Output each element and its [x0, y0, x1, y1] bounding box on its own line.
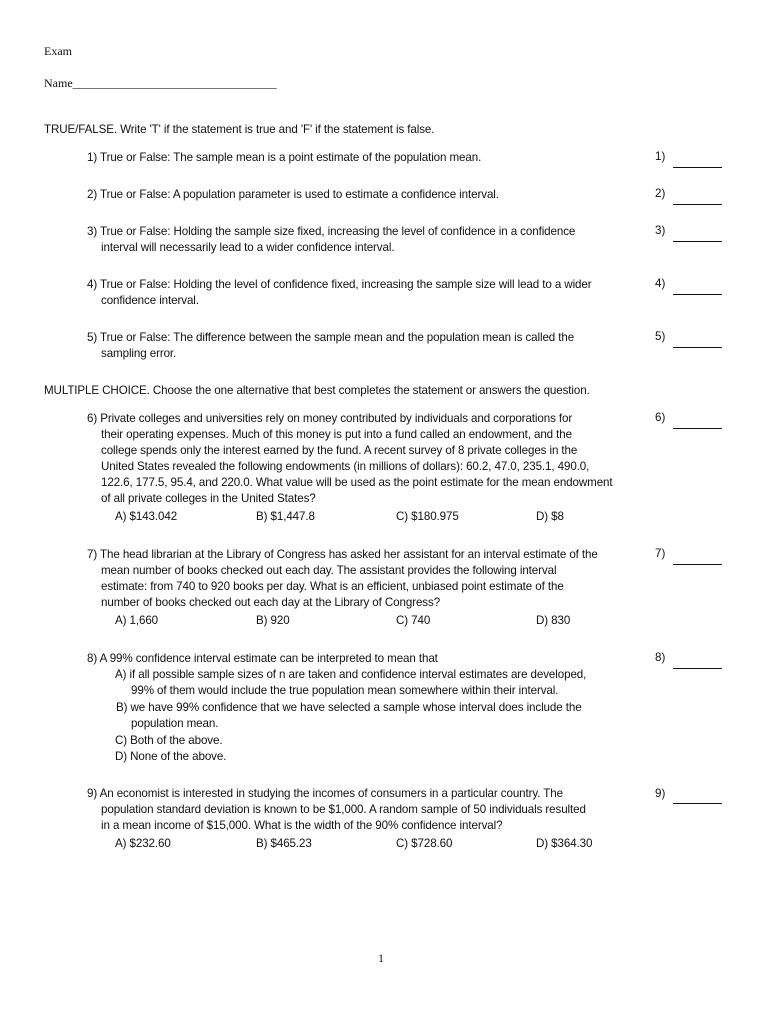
answer-blank-3[interactable]: [673, 241, 722, 242]
answer-number-7: 7): [655, 547, 666, 560]
question-4-line-2: confidence interval.: [101, 294, 199, 307]
multiple-choice-instructions: MULTIPLE CHOICE. Choose the one alternative that best completes the statement or answers the question.: [44, 384, 590, 397]
option-b-continued: population mean.: [131, 717, 219, 730]
page-number: 1: [378, 951, 384, 965]
option-c[interactable]: C) $728.60: [396, 837, 453, 850]
question-7-line-3: estimate: from 740 to 920 books per day. What is an efficient, unbiased point estimate of the: [101, 580, 564, 593]
option-c[interactable]: C) 740: [396, 614, 431, 627]
answer-blank-2[interactable]: [673, 204, 722, 205]
question-6-line-6: of all private colleges in the United States?: [101, 492, 316, 505]
option-a[interactable]: A) 1,660: [115, 614, 159, 627]
option-a[interactable]: A) $232.60: [115, 837, 171, 850]
question-1-text: 1) True or False: The sample mean is a point estimate of the population mean.: [87, 151, 482, 164]
question-7-line-4: number of books checked out each day at the Library of Congress?: [101, 596, 441, 609]
question-9-line-3: in a mean income of $15,000. What is the width of the 90% confidence interval?: [101, 819, 503, 832]
question-9-line-2: population standard deviation is known to be $1,000. A random sample of 50 individuals resulted: [101, 803, 586, 816]
question-7-line-1: 7) The head librarian at the Library of Congress has asked her assistant for an interval estimate of the: [87, 548, 598, 561]
question-6-line-5: 122.6, 177.5, 95.4, and 220.0. What value will be used as the point estimate for the mean endowment: [101, 476, 613, 489]
question-2-text: 2) True or False: A population parameter is used to estimate a confidence interval.: [87, 188, 499, 201]
answer-blank-7[interactable]: [673, 564, 722, 565]
question-7-line-2: mean number of books checked out each day. The assistant provides the following interval: [101, 564, 557, 577]
question-8-text: 8) A 99% confidence interval estimate can be interpreted to mean that: [87, 652, 438, 665]
question-6-line-4: United States revealed the following endowments (in millions of dollars): 60.2, 47.0, 235.1, 490.0,: [101, 460, 590, 473]
question-3-line-2: interval will necessarily lead to a wider confidence interval.: [101, 241, 395, 254]
answer-number-6: 6): [655, 411, 666, 424]
answer-blank-6[interactable]: [673, 428, 722, 429]
true-false-instructions: TRUE/FALSE. Write 'T' if the statement is true and 'F' if the statement is false.: [44, 123, 435, 136]
question-6-line-2: their operating expenses. Much of this money is put into a fund called an endowment, and the: [101, 428, 572, 441]
option-d[interactable]: D) None of the above.: [115, 750, 227, 763]
answer-number-4: 4): [655, 277, 666, 290]
answer-number-3: 3): [655, 224, 666, 237]
option-d[interactable]: D) $364.30: [536, 837, 593, 850]
answer-blank-8[interactable]: [673, 668, 722, 669]
answer-number-9: 9): [655, 787, 666, 800]
question-6-line-3: college spends only the interest earned by the fund. A recent survey of 8 private colleges in the: [101, 444, 578, 457]
question-5-line-2: sampling error.: [101, 347, 177, 360]
option-a[interactable]: A) if all possible sample sizes of n are taken and confidence interval estimates are developed,: [115, 668, 587, 681]
question-9-line-1: 9) An economist is interested in studying the incomes of consumers in a particular country. The: [87, 787, 563, 800]
option-d[interactable]: D) $8: [536, 510, 564, 523]
answer-number-5: 5): [655, 330, 666, 343]
question-6-line-1: 6) Private colleges and universities rely on money contributed by individuals and corporations for: [87, 412, 573, 425]
option-a[interactable]: A) $143.042: [115, 510, 178, 523]
exam-label: Exam: [44, 44, 72, 58]
option-b[interactable]: B) $1,447.8: [256, 510, 315, 523]
answer-blank-5[interactable]: [673, 347, 722, 348]
answer-number-8: 8): [655, 651, 666, 664]
answer-number-2: 2): [655, 187, 666, 200]
option-c[interactable]: C) $180.975: [396, 510, 459, 523]
question-3-line-1: 3) True or False: Holding the sample size fixed, increasing the level of confidence in a confidence: [87, 225, 576, 238]
question-4-line-1: 4) True or False: Holding the level of confidence fixed, increasing the sample size will lead to a wider: [87, 278, 592, 291]
answer-number-1: 1): [655, 150, 666, 163]
option-d[interactable]: D) 830: [536, 614, 571, 627]
option-b[interactable]: B) $465.23: [256, 837, 312, 850]
question-5-line-1: 5) True or False: The difference between the sample mean and the population mean is called the: [87, 331, 575, 344]
answer-blank-4[interactable]: [673, 294, 722, 295]
answer-blank-1[interactable]: [673, 167, 722, 168]
answer-blank-9[interactable]: [673, 803, 722, 804]
option-b[interactable]: B) we have 99% confidence that we have selected a sample whose interval does include the: [116, 701, 582, 714]
option-b[interactable]: B) 920: [256, 614, 290, 627]
option-a-continued: 99% of them would include the true population mean somewhere within their interval.: [131, 684, 559, 697]
option-c[interactable]: C) Both of the above.: [115, 734, 223, 747]
name-field-label: Name__________________________________: [44, 76, 277, 90]
